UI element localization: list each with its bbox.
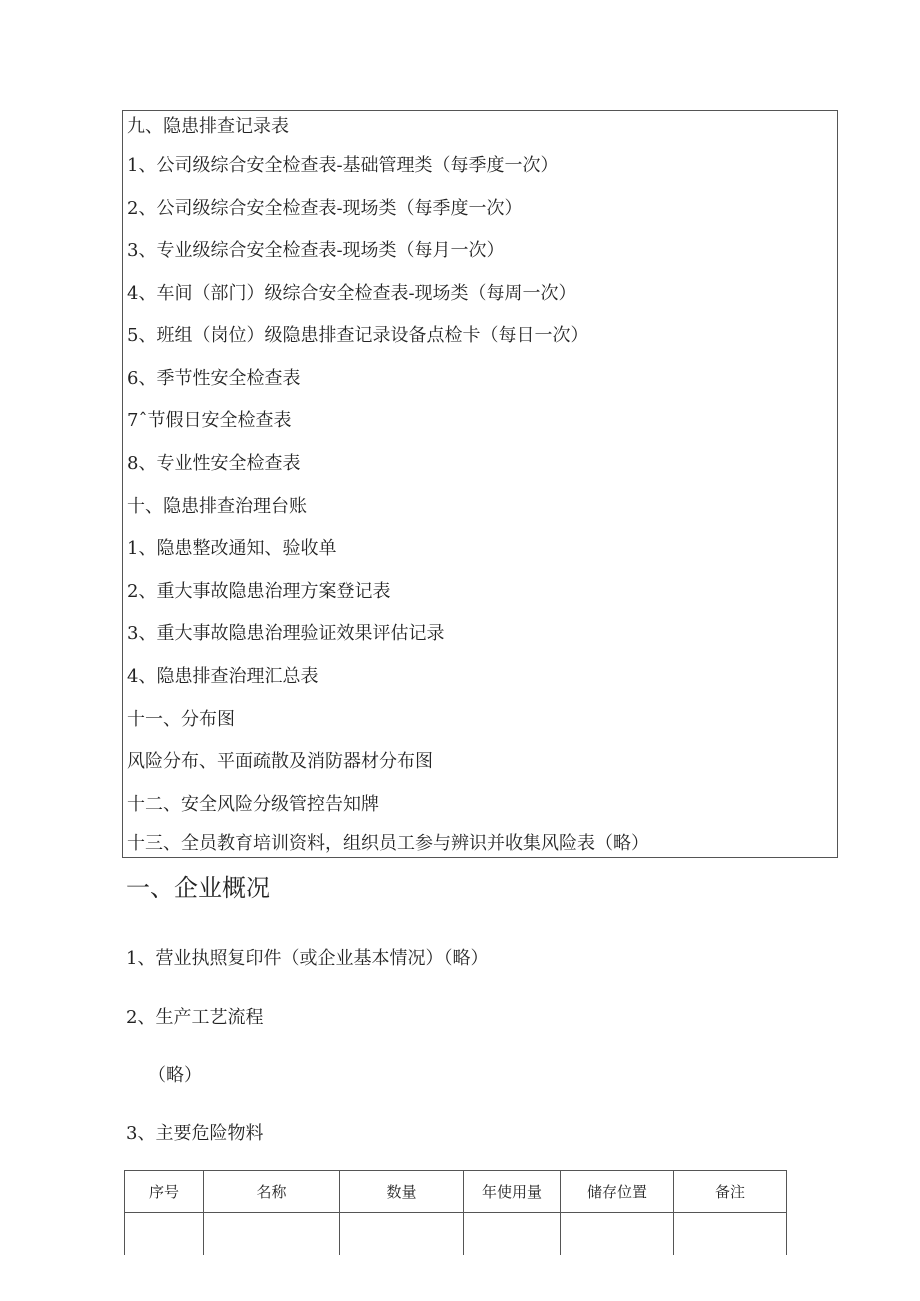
toc-line: 十、隐患排查治理台账: [127, 496, 307, 517]
toc-line: 十三、全员教育培训资料，组织员工参与辨识并收集风险表（略）: [127, 833, 649, 854]
column-header-name: 名称: [204, 1171, 340, 1213]
materials-table: [124, 1170, 787, 1264]
toc-line: 5、班组（岗位）级隐患排查记录设备点检卡（每日一次）: [127, 325, 589, 346]
toc-box: [122, 110, 838, 858]
column-header-remarks: 备注: [674, 1171, 787, 1213]
toc-line: 2、重大事故隐患治理方案登记表: [127, 581, 391, 602]
page-bottom-margin: [0, 1255, 920, 1301]
toc-line: 风险分布、平面疏散及消防器材分布图: [127, 751, 433, 772]
toc-line: 2、公司级综合安全检查表-现场类（每季度一次）: [127, 198, 523, 219]
paragraph-hazardous-materials: 3、主要危险物料: [126, 1123, 264, 1144]
toc-line: 十二、安全风险分级管控告知牌: [127, 794, 379, 815]
paragraph-omitted-note: （略）: [148, 1065, 202, 1086]
column-header-storage-location: 储存位置: [561, 1171, 674, 1213]
column-header-quantity: 数量: [340, 1171, 464, 1213]
toc-line: 3、专业级综合安全检查表-现场类（每月一次）: [127, 240, 505, 261]
toc-line: 4、车间（部门）级综合安全检查表-现场类（每周一次）: [127, 283, 577, 304]
toc-line: 4、隐患排查治理汇总表: [127, 666, 319, 687]
column-header-index: 序号: [125, 1171, 204, 1213]
toc-line: 十一、分布图: [127, 709, 235, 730]
toc-line: 7ˆ节假日安全检查表: [127, 410, 292, 431]
toc-line: 6、季节性安全检查表: [127, 368, 301, 389]
section-heading: 一、企业概况: [126, 874, 270, 902]
toc-line: 3、重大事故隐患治理验证效果评估记录: [127, 623, 445, 644]
toc-line: 8、专业性安全检查表: [127, 453, 301, 474]
toc-line: 九、隐患排查记录表: [127, 116, 289, 137]
table-header-row: [125, 1171, 787, 1213]
toc-line: 1、隐患整改通知、验收单: [127, 538, 337, 559]
paragraph-process-flow: 2、生产工艺流程: [126, 1007, 264, 1028]
paragraph-business-license: 1、营业执照复印件（或企业基本情况）（略）: [126, 948, 489, 969]
column-header-annual-usage: 年使用量: [464, 1171, 561, 1213]
toc-line: 1、公司级综合安全检查表-基础管理类（每季度一次）: [127, 155, 559, 176]
